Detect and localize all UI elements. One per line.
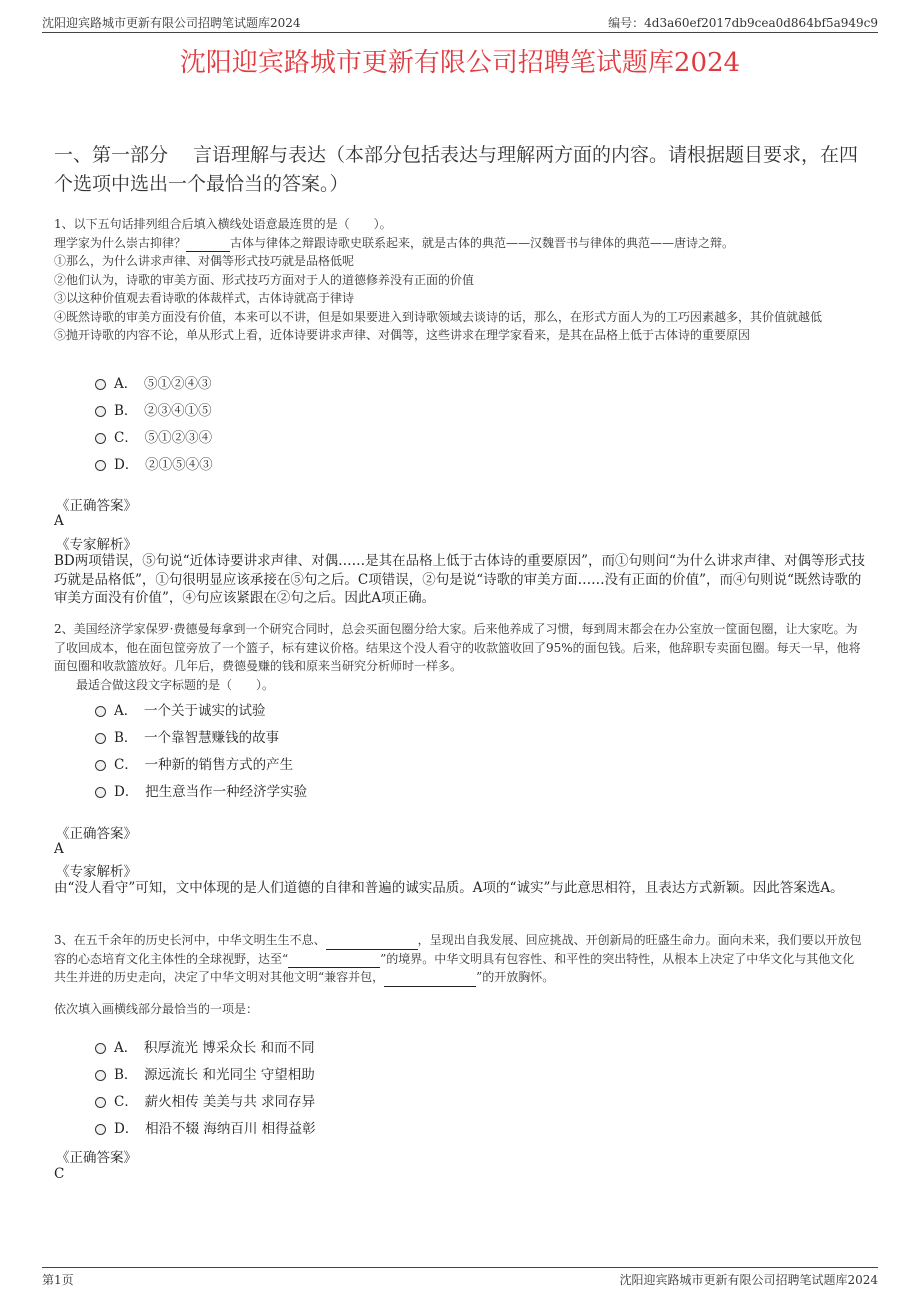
- q1-option-d[interactable]: D． ②①⑤④③: [95, 453, 213, 473]
- q1-sentence-3: ③以这种价值观去看诗歌的体裁样式，古体诗就高于律诗: [54, 291, 355, 305]
- q1-stem: 1、以下五句话排列组合后填入横线处语意最连贯的是（ ）。: [54, 217, 392, 231]
- page-footer: [42, 1267, 878, 1286]
- document-title: 沈阳迎宾路城市更新有限公司招聘笔试题库2024: [179, 48, 741, 78]
- radio-icon[interactable]: [95, 706, 106, 717]
- section-heading: 一、第一部分 言语理解与表达（本部分包括表达与理解两方面的内容。请根据题目要求，在四个选项中选出一个最恰当的答案。）: [54, 144, 859, 195]
- radio-icon[interactable]: [95, 1043, 106, 1054]
- q2-option-c[interactable]: C． 一种新的销售方式的产生: [95, 753, 293, 773]
- q1-option-a[interactable]: A． ⑤①②④③: [95, 372, 212, 392]
- question-3: [54, 931, 866, 1018]
- radio-icon[interactable]: [95, 433, 106, 444]
- q2-prompt: 最适合做这段文字标题的是（ ）。: [76, 677, 275, 692]
- header-title: 沈阳迎宾路城市更新有限公司招聘笔试题库2024: [42, 16, 301, 30]
- q1-sentence-5: ⑤抛开诗歌的内容不论，单从形式上看，近体诗要讲求声律、对偶等，这些讲求在理学家看来，是其在品格上低于古体诗的重要原因: [54, 328, 751, 342]
- q1-answer: A: [54, 513, 64, 529]
- q1-option-b[interactable]: B． ②③④①⑤: [95, 399, 212, 419]
- q1-blank: [186, 239, 230, 252]
- q3-stem-part-4: ”的开放胸怀。: [476, 970, 555, 984]
- q1-intro-before: 理学家为什么崇古抑律？: [54, 235, 187, 250]
- q1-sentence-4: ④既然诗歌的审美方面没有价值，本来可以不讲，但是如果要进入到诗歌领域去谈诗的话，那么，在形式方面人为的工巧因素越多，其价值就越低: [54, 309, 823, 324]
- q3-stem-part-3: ”的境界。中华文明具有包容性、和平性的突出特性，从根本上决定了中华文化与其他文化共生并进的历史走向，决定了中华文明对其他文明“兼容并包，: [54, 951, 855, 984]
- q1-option-c[interactable]: C． ⑤①②③④: [95, 426, 212, 446]
- q3-option-b[interactable]: B． 源远流长 和光同尘 守望相助: [95, 1063, 315, 1083]
- page-number: 第1页: [42, 1273, 74, 1287]
- question-1: [54, 215, 866, 345]
- radio-icon[interactable]: [95, 760, 106, 771]
- q3-answer-label: 《正确答案》: [56, 1150, 137, 1166]
- q2-stem: 2、美国经济学家保罗·费德曼每拿到一个研究合同时，总会买面包圈分给大家。后来他养成了习惯，每到周末都会在办公室放一筐面包圈，让大家吃。为了收回成本，他在面包筐旁放了一个篮子，标有建议价格。结果这个没人看守的收款篮收回了95%的面包钱。后来，他辞职专卖面包圈。每天一早，他将面包圈和收款篮放好。几年后，费德曼赚的钱和原来当研究分析师时一样多。: [54, 622, 861, 673]
- radio-icon[interactable]: [95, 787, 106, 798]
- question-2: [54, 620, 866, 694]
- q3-stem-part-1: 3、在五千余年的历史长河中，中华文明生生不息、: [54, 933, 326, 947]
- q1-analysis-label: 《专家解析》: [56, 537, 137, 553]
- radio-icon[interactable]: [95, 733, 106, 744]
- q3-option-d[interactable]: D． 相沿不辍 海纳百川 相得益彰: [95, 1117, 316, 1137]
- q2-option-a[interactable]: A． 一个关于诚实的试验: [95, 699, 266, 719]
- q1-analysis: BD两项错误，⑤句说“近体诗要讲求声律、对偶……是其在品格上低于古体诗的重要原因”，而①句则问“为什么讲求声律、对偶等形式技巧就是品格低”，①句很明显应该承接在⑤句之后。C项错误，②句是说“诗歌的审美方面……没有正面的价值”，而④句则说“既然诗歌的审美方面没有价值”，④句应该紧跟在②句之后。因此A项正确。: [54, 553, 865, 606]
- q2-answer: A: [54, 841, 64, 857]
- radio-icon[interactable]: [95, 460, 106, 471]
- header-doc-id: 编号：4d3a60ef2017db9cea0d864bf5a949c9: [608, 16, 878, 30]
- q3-prompt: 依次填入画横线部分最恰当的一项是：: [54, 1001, 259, 1016]
- q1-intro: [54, 234, 866, 253]
- radio-icon[interactable]: [95, 406, 106, 417]
- q3-stem-part-2: ，呈现出自我发展、回应挑战、开创新局的旺盛生命力。面向未来，我们要以开放包容的心态培育文化主体性的全球视野，达至“: [54, 933, 862, 966]
- footer-title: 沈阳迎宾路城市更新有限公司招聘笔试题库2024: [619, 1273, 878, 1287]
- q3-answer: C: [54, 1166, 65, 1182]
- q3-option-a[interactable]: A． 积厚流光 博采众长 和而不同: [95, 1036, 315, 1056]
- q2-analysis-label: 《专家解析》: [56, 864, 137, 880]
- q3-blank-2: [288, 955, 380, 968]
- q3-stem: [54, 931, 866, 987]
- q3-option-c[interactable]: C． 薪火相传 美美与共 求同存异: [95, 1090, 315, 1110]
- radio-icon[interactable]: [95, 1070, 106, 1081]
- q3-blank-3: [384, 974, 476, 987]
- q1-sentence-1: ①那么，为什么讲求声律、对偶等形式技巧就是品格低呢: [54, 254, 355, 268]
- q1-intro-after: 古体与律体之辩跟诗歌史联系起来，就是古体的典范——汉魏晋书与律体的典范——唐诗之辩。: [230, 235, 735, 250]
- q2-option-d[interactable]: D． 把生意当作一种经济学实验: [95, 780, 307, 800]
- radio-icon[interactable]: [95, 1097, 106, 1108]
- q2-option-b[interactable]: B． 一个靠智慧赚钱的故事: [95, 726, 279, 746]
- q3-blank-1: [326, 937, 418, 950]
- page-header: [42, 14, 878, 33]
- q2-analysis: 由“没人看守”可知，文中体现的是人们道德的自律和普遍的诚实品质。A项的“诚实”与此意思相符，且表达方式新颖。因此答案选A。: [54, 880, 844, 896]
- q1-answer-label: 《正确答案》: [56, 498, 137, 514]
- radio-icon[interactable]: [95, 379, 106, 390]
- q1-sentence-2: ②他们认为，诗歌的审美方面、形式技巧方面对于人的道德修养没有正面的价值: [54, 272, 475, 287]
- radio-icon[interactable]: [95, 1124, 106, 1135]
- q2-answer-label: 《正确答案》: [56, 826, 137, 842]
